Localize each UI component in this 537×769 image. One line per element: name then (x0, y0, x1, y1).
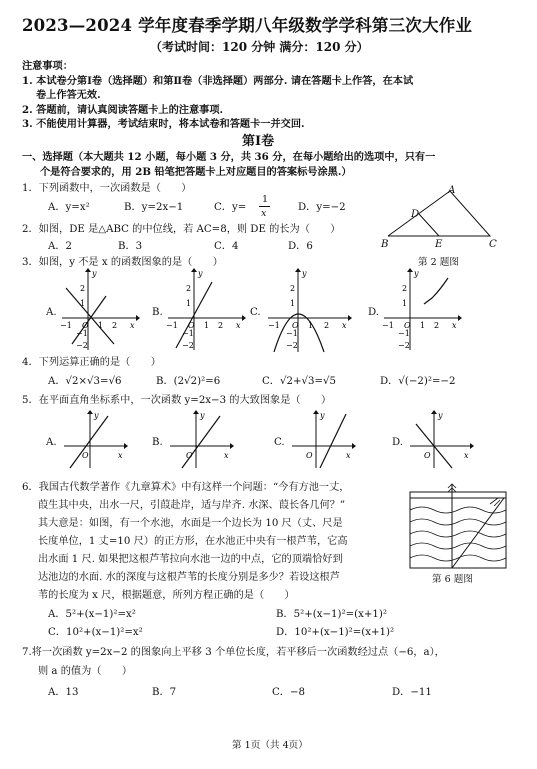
q2-stem: 2．如图，DE 是△ABC 的中位线，若 AC=8，则 DE 的长为（ ） (22, 224, 341, 235)
q3-graph-d (380, 268, 462, 352)
q6-option-d: D．10²+(x−1)²=(x+1)² (276, 627, 395, 638)
q2-option-a: A．2 (48, 241, 73, 252)
svg-text:1: 1 (308, 321, 314, 330)
q2-point-d: D (411, 209, 420, 220)
q3-graph-b (164, 268, 246, 352)
svg-text:1: 1 (98, 321, 104, 330)
q6-line-7: 苇的长度为 x 尺，根据题意，所列方程正确的是（ ） (38, 590, 295, 601)
svg-text:1: 1 (204, 321, 210, 330)
q1-option-b: B．y=2x−1 (124, 202, 184, 213)
q3-graph-c (264, 268, 352, 354)
q3-option-b: B. (152, 307, 163, 318)
q7-line-2: 则 a 的值为（ ） (38, 666, 133, 677)
q1-stem: 1．下列函数中，一次函数是（ ） (22, 183, 192, 194)
q2-point-b: B (381, 239, 389, 250)
q2-option-c: C．4 (214, 241, 239, 252)
svg-text:2: 2 (402, 284, 408, 293)
q5-option-b: B. (152, 437, 163, 448)
svg-text:x: x (236, 321, 241, 330)
svg-text:y: y (94, 411, 99, 420)
q5-option-c: C. (274, 437, 285, 448)
svg-text:O: O (292, 321, 299, 330)
page-footer: 第 1页（共 4页） (232, 740, 308, 751)
svg-text:x: x (342, 321, 347, 330)
q7-option-c: C．−8 (272, 687, 305, 698)
q6-pond-figure (408, 484, 508, 570)
q4-option-d: D．√(−2)²=−2 (380, 376, 456, 387)
q1-option-c: C．y= (214, 202, 247, 213)
note-1-cont: 卷上作答无效. (36, 89, 101, 101)
svg-text:−2: −2 (76, 341, 88, 350)
q5-option-a: A. (46, 437, 57, 448)
section1-heading: 一、选择题（本大题共 12 小题，每小题 3 分，共 36 分，在每小题给出的选项中，只有一 (22, 151, 436, 163)
svg-text:2: 2 (112, 321, 118, 330)
q7-option-b: B．7 (152, 687, 177, 698)
svg-text:O: O (424, 451, 431, 460)
svg-text:x: x (118, 451, 123, 460)
svg-text:−1: −1 (268, 321, 280, 330)
svg-text:−1: −1 (76, 329, 88, 338)
q4-stem: 4．下列运算正确的是（ ） (22, 357, 161, 368)
q6-option-b: B．5²+(x−1)²=(x+1)² (276, 609, 387, 620)
svg-text:x: x (346, 451, 351, 460)
svg-text:−1: −1 (398, 329, 410, 338)
q5-graph-b (168, 410, 234, 470)
svg-text:y: y (302, 269, 307, 278)
svg-text:1: 1 (402, 299, 408, 308)
note-3: 3. 不能使用计算器，考试结束时，将本试卷和答题卡一并交回. (22, 118, 305, 130)
svg-text:x: x (464, 451, 469, 460)
svg-text:x: x (130, 321, 135, 330)
q6-line-1: 6．我国古代数学著作《九章算术》中有这样一个问题：“今有方池一丈， (22, 482, 350, 493)
svg-text:2: 2 (324, 321, 330, 330)
q3-option-a: A. (46, 307, 57, 318)
q6-figure-caption: 第 6 题图 (432, 574, 473, 585)
q7-option-a: A．13 (48, 687, 79, 698)
q7-line-1: 7.将一次函数 y=2x−2 的图象向上平移 3 个单位长度，若平移后一次函数经过点（−6，a）， (22, 647, 445, 658)
svg-text:−1: −1 (182, 329, 194, 338)
svg-text:−1: −1 (166, 321, 178, 330)
svg-text:1: 1 (290, 299, 296, 308)
svg-text:x: x (452, 321, 457, 330)
svg-text:−2: −2 (286, 341, 298, 350)
q2-point-a: A (448, 185, 456, 196)
q4-option-a: A．√2×√3=√6 (48, 376, 122, 387)
q2-option-d: D．6 (288, 241, 313, 252)
svg-text:y: y (200, 411, 205, 420)
q5-graph-a (62, 410, 128, 470)
part1-title: 第Ⅰ卷 (242, 134, 275, 149)
q2-point-e: E (435, 239, 443, 250)
svg-text:O: O (188, 321, 195, 330)
svg-text:O: O (306, 451, 313, 460)
svg-text:−2: −2 (182, 341, 194, 350)
svg-text:O: O (82, 321, 89, 330)
svg-text:−1: −1 (60, 321, 72, 330)
section1-heading-cont: 个是符合要求的，用 2B 铅笔把答题卡上对应题目的答案标号涂黑.） (40, 166, 352, 178)
note-2: 2. 答题前，请认真阅读答题卡上的注意事项. (22, 104, 224, 116)
exam-title: 2023—2024 学年度春季学期八年级数学学科第三次大作业 (22, 16, 473, 35)
q5-option-d: D. (392, 437, 404, 448)
q6-line-6: 达池边的水面. 水的深度与这根芦苇的长度分别是多少？若设这根芦 (38, 572, 340, 583)
svg-text:2: 2 (218, 321, 224, 330)
q6-option-c: C．10²+(x−1)²=x² (48, 627, 143, 638)
q6-option-a: A．5²+(x−1)²=x² (48, 609, 136, 620)
svg-text:1: 1 (80, 299, 86, 308)
svg-text:O: O (404, 321, 411, 330)
q5-stem: 5．在平面直角坐标系中，一次函数 y=2x−3 的大致图象是（ ） (22, 395, 332, 406)
q6-line-4: 长度单位，1 丈=10 尺）的正方形，在水池正中央有一根芦苇，它高 (38, 536, 348, 547)
svg-text:O: O (82, 451, 89, 460)
exam-subtitle: （考试时间：120 分钟 满分：120 分） (150, 40, 369, 54)
q3-option-d: D. (368, 307, 380, 318)
q6-line-3: 其大意是：如图，有一个水池，水面是一个边长为 10 尺（丈、尺是 (38, 518, 343, 529)
q6-line-2: 葭生其中央，出水一尺，引葭赴岸，适与岸齐. 水深、葭长各几何？” (38, 500, 346, 511)
svg-text:y: y (414, 269, 419, 278)
svg-text:1: 1 (186, 299, 192, 308)
q1-c-denominator: x (261, 208, 267, 219)
svg-text:2: 2 (186, 284, 192, 293)
svg-text:y: y (320, 411, 325, 420)
notes-heading: 注意事项： (22, 60, 73, 72)
q4-option-b: B．(2√2)²=6 (156, 376, 221, 387)
q4-option-c: C．√2+√3=√5 (262, 376, 336, 387)
q5-graph-d (408, 410, 474, 470)
q2-point-c: C (489, 239, 497, 250)
q5-graph-c (290, 410, 356, 470)
svg-text:y: y (198, 269, 203, 278)
svg-text:2: 2 (290, 284, 296, 293)
svg-text:−2: −2 (398, 341, 410, 350)
q3-stem: 3．如图，y 不是 x 的函数图象的是（ ） (22, 257, 223, 268)
svg-text:2: 2 (434, 321, 440, 330)
svg-text:y: y (92, 269, 97, 278)
svg-text:x: x (224, 451, 229, 460)
q6-line-5: 出水面 1 尺. 如果把这根芦苇拉向水池一边的中点，它的顶端恰好到 (38, 554, 343, 565)
q1-c-fraction-bar (259, 206, 270, 207)
svg-text:−1: −1 (382, 321, 394, 330)
q1-option-d: D．y=−2 (298, 202, 346, 213)
q2-figure-caption: 第 2 题图 (418, 257, 459, 268)
q7-option-d: D．−11 (392, 687, 432, 698)
svg-text:1: 1 (420, 321, 426, 330)
q1-c-numerator: 1 (262, 194, 269, 205)
note-1: 1. 本试卷分第Ⅰ卷（选择题）和第Ⅱ卷（非选择题）两部分. 请在答题卡上作答，在本试 (22, 75, 414, 87)
svg-text:−1: −1 (286, 329, 298, 338)
svg-text:y: y (438, 411, 443, 420)
q1-option-a: A．y=x² (48, 202, 90, 213)
svg-text:O: O (186, 451, 193, 460)
q3-option-c: C. (250, 307, 261, 318)
q2-option-b: B．3 (118, 241, 143, 252)
q3-graph-a (58, 268, 140, 352)
svg-text:2: 2 (80, 284, 86, 293)
